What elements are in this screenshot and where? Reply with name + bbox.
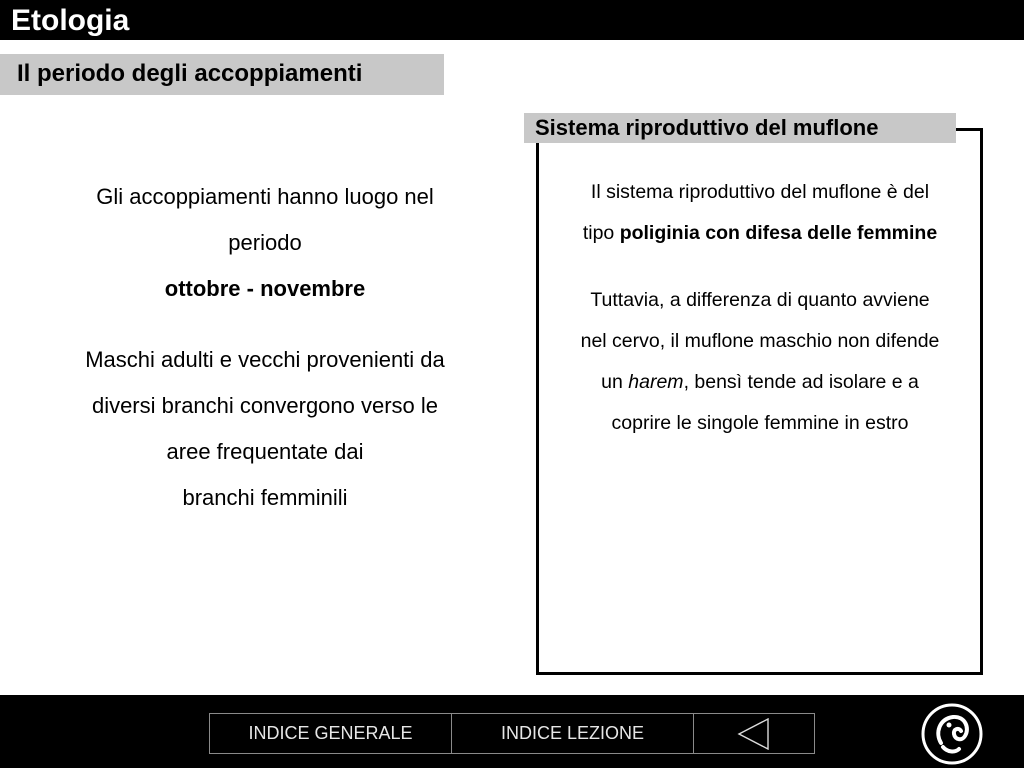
info-box-body xyxy=(542,172,978,444)
page-title: Etologia xyxy=(11,4,130,37)
info-box-label xyxy=(524,113,956,143)
footer-nav xyxy=(209,713,815,754)
mouflon-logo-icon[interactable] xyxy=(921,703,983,765)
title-bar xyxy=(0,0,1024,40)
triangle-left-icon xyxy=(737,718,769,750)
back-button[interactable] xyxy=(694,714,814,753)
text-line: Gli accoppiamenti hanno luogo nel xyxy=(96,184,434,209)
text-line: aree frequentate dai xyxy=(166,439,364,464)
text-line-bold: ottobre - novembre xyxy=(164,276,366,301)
text-span: un xyxy=(601,371,629,393)
text-line: Tuttavia, a differenza di quanto avviene xyxy=(590,289,930,311)
text-line xyxy=(542,213,978,254)
section-heading-tab xyxy=(0,54,444,95)
text-span-italic: harem xyxy=(628,371,684,393)
text-line: Maschi adulti e vecchi provenienti da xyxy=(85,347,445,372)
text-span-bold: poliginia con difesa delle femmine xyxy=(619,222,938,244)
text-line: branchi femminili xyxy=(182,485,348,510)
info-box-title: Sistema riproduttivo del muflone xyxy=(535,115,879,140)
text-line: nel cervo, il muflone maschio non difende xyxy=(580,330,940,352)
text-line: Il sistema riproduttivo del muflone è del xyxy=(590,181,930,203)
text-line: diversi branchi convergono verso le xyxy=(91,393,439,418)
text-span: , bensì tende ad isolare e a xyxy=(683,371,919,393)
text-span: tipo xyxy=(582,222,620,244)
text-line: coprire le singole femmine in estro xyxy=(611,412,909,434)
text-line: periodo xyxy=(228,230,302,255)
section-title: Il periodo degli accoppiamenti xyxy=(17,60,363,87)
general-index-button[interactable]: INDICE GENERALE xyxy=(210,714,452,753)
left-text-block xyxy=(40,174,490,521)
text-line xyxy=(542,362,978,403)
lesson-index-button[interactable]: INDICE LEZIONE xyxy=(452,714,694,753)
